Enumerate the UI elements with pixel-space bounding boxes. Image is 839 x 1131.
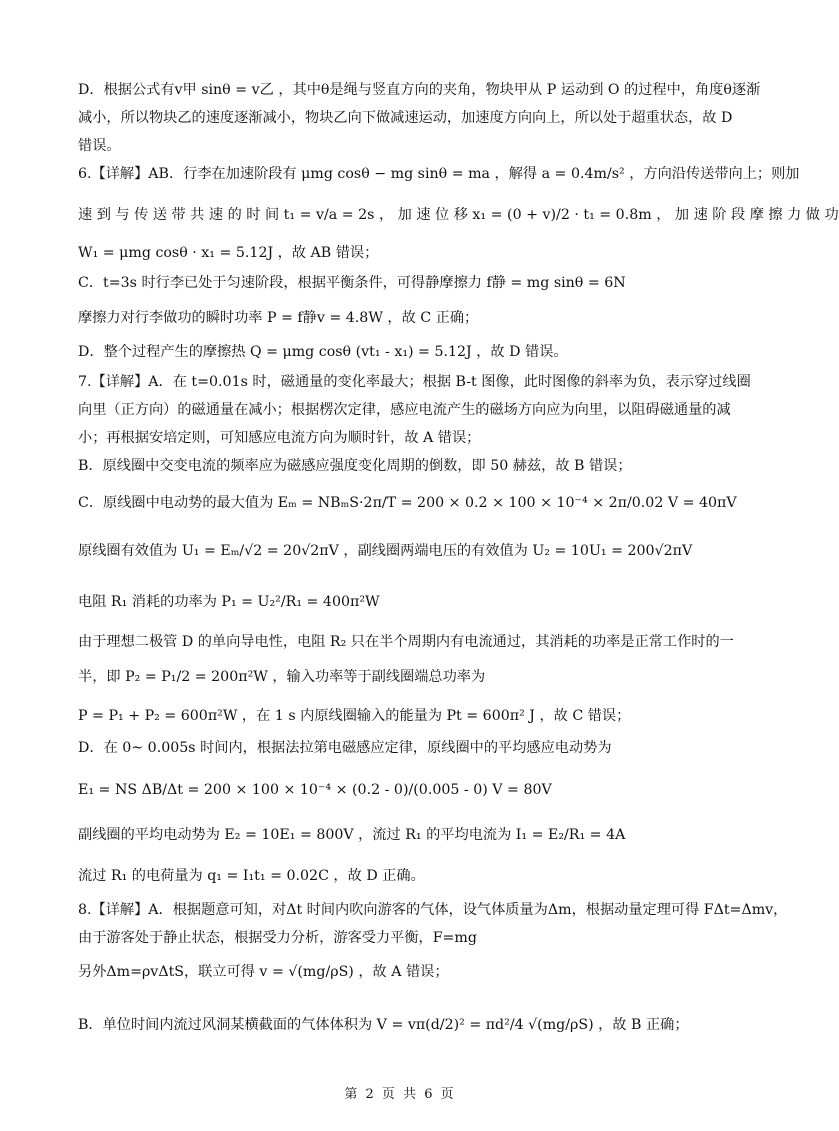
text-line: 半，即 P₂ = P₁/2 = 200π²W ，输入功率等于副线圈端总功率为	[78, 669, 486, 685]
text-line: P = P₁ + P₂ = 600π²W ，在 1 s 内原线圈输入的能量为 Pt = 600π² J ，故 C 错误；	[78, 708, 631, 724]
text-line: 原线圈有效值为 U₁ = Eₘ/√2 = 20√2πV ，副线圈两端电压的有效值为 U₂ = 10U₁ = 200√2πV	[78, 543, 693, 559]
text-line: W₁ = μmg cosθ · x₁ = 5.12J ，故 AB 错误；	[78, 245, 379, 261]
text-line: D．根据公式有v甲 sinθ = v乙 ，其中θ是绳与竖直方向的夹角，物块甲从 P 运动到 O 的过程中，角度θ逐渐	[78, 82, 761, 98]
text-line: 6.【详解】AB．行李在加速阶段有 μmg cosθ − mg sinθ = ma ，解得 a = 0.4m/s² ，方向沿传送带向上；则加	[78, 166, 800, 182]
text-line: C．t=3s 时行李已处于匀速阶段，根据平衡条件，可得静摩擦力 f静 = mg sinθ = 6N	[78, 275, 626, 291]
text-line: 速 到 与 传 送 带 共 速 的 时 间 t₁ = v/a = 2s ， 加 速 位 移 x₁ = (0 + v)/2 · t₁ = 0.8m ， 加 速 阶 段 摩 擦 力 做 功	[78, 207, 839, 223]
text-line: 错误。	[78, 138, 121, 154]
text-line: 向里（正方向）的磁通量在减小；根据楞次定律，感应电流产生的磁场方向应为向里，以阻碍磁通量的减	[78, 402, 731, 418]
page-footer: 第 2 页 共 6 页	[344, 1087, 456, 1102]
text-line: 减小，所以物块乙的速度逐渐减小，物块乙向下做减速运动，加速度方向向上，所以处于超重状态，故 D	[78, 110, 733, 126]
text-line: 由于理想二极管 D 的单向导电性，电阻 R₂ 只在半个周期内有电流通过，其消耗的功率是正常工作时的一	[78, 634, 734, 650]
text-line: B．原线圈中交变电流的频率应为磁感应强度变化周期的倒数，即 50 赫兹，故 B 错误；	[78, 458, 632, 474]
text-line: D．整个过程产生的摩擦热 Q = μmg cosθ (vt₁ - x₁) = 5.12J ，故 D 错误。	[78, 344, 568, 360]
text-line: 另外Δm=ρvΔtS，联立可得 v = √(mg/ρS) ，故 A 错误；	[78, 964, 449, 980]
text-line: E₁ = NS ΔB/Δt = 200 × 100 × 10⁻⁴ × (0.2 - 0)/(0.005 - 0) V = 80V	[78, 782, 552, 798]
text-line: 由于游客处于静止状态，根据受力分析，游客受力平衡，F=mg	[78, 930, 477, 946]
text-line: 电阻 R₁ 消耗的功率为 P₁ = U₂²/R₁ = 400π²W	[78, 594, 380, 610]
text-line: 流过 R₁ 的电荷量为 q₁ = I₁t₁ = 0.02C ，故 D 正确。	[78, 868, 425, 884]
text-line: 8.【详解】A．根据题意可知，对Δt 时间内吹向游客的气体，设气体质量为Δm，根据动量定理可得 FΔt=Δmv，	[78, 902, 788, 918]
text-line: C．原线圈中电动势的最大值为 Eₘ = NBₘS·2π/T = 200 × 0.2 × 100 × 10⁻⁴ × 2π/0.02 V = 40πV	[78, 495, 737, 511]
text-line: D．在 0~ 0.005s 时间内，根据法拉第电磁感应定律，原线圈中的平均感应电动势为	[78, 740, 612, 756]
text-line: 副线圈的平均电动势为 E₂ = 10E₁ = 800V ，流过 R₁ 的平均电流为 I₁ = E₂/R₁ = 4A	[78, 827, 626, 843]
text-line: 小；再根据安培定则，可知感应电流方向为顺时针，故 A 错误；	[78, 430, 481, 446]
text-line: B．单位时间内流过风洞某横截面的气体体积为 V = vπ(d/2)² = πd²/4 √(mg/ρS) ，故 B 正确；	[78, 1017, 689, 1033]
text-line: 摩擦力对行李做功的瞬时功率 P = f静v = 4.8W ，故 C 正确；	[78, 310, 479, 326]
text-line: 7.【详解】A．在 t=0.01s 时，磁通量的变化率最大；根据 B-t 图像，此时图像的斜率为负，表示穿过线圈	[78, 374, 751, 390]
